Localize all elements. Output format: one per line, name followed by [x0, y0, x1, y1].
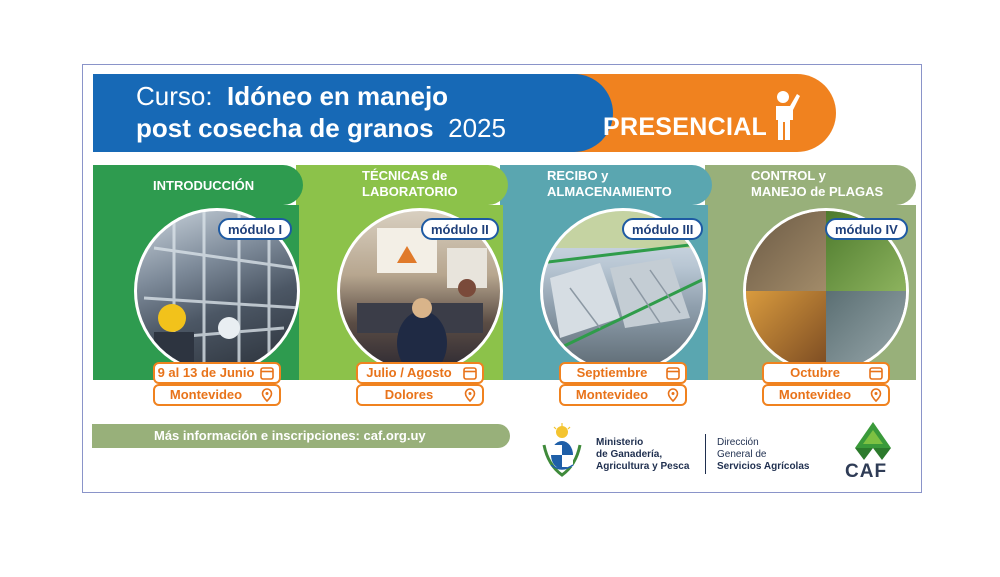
course-title-part1: Idóneo en manejo — [227, 81, 449, 111]
ministry-name — [596, 437, 689, 473]
location-text: Montevideo — [169, 387, 243, 402]
direction-line1: Dirección — [717, 437, 759, 448]
tab-label-line2: MANEJO de PLAGAS — [751, 184, 884, 199]
module-badge-2: módulo II — [421, 218, 499, 240]
location-pill-3 — [559, 384, 687, 406]
more-info-bar: Más información e inscripciones: caf.org.uy — [92, 424, 510, 448]
location-pill-1 — [153, 384, 281, 406]
location-pill-2 — [356, 384, 484, 406]
date-text: Octubre — [790, 365, 840, 380]
tab-label-line1: INTRODUCCIÓN — [153, 178, 255, 193]
date-pill-2 — [356, 362, 484, 384]
location-pin-icon — [869, 388, 883, 402]
tab-label-line1: TÉCNICAS de — [362, 168, 448, 183]
course-title-part2: post cosecha de granos — [136, 113, 434, 143]
module-badge-4: módulo IV — [825, 218, 908, 240]
location-text: Montevideo — [778, 387, 852, 402]
module-badge-1: módulo I — [218, 218, 292, 240]
date-pill-3 — [559, 362, 687, 384]
mgap-seal-icon — [540, 423, 584, 479]
location-pin-icon — [666, 388, 680, 402]
logo-divider — [705, 434, 706, 474]
calendar-icon — [260, 366, 274, 380]
date-text: Septiembre — [576, 365, 648, 380]
location-text: Montevideo — [575, 387, 649, 402]
calendar-icon — [869, 366, 883, 380]
direction-line2: General de — [717, 449, 767, 460]
modality-label: PRESENCIAL — [603, 113, 768, 141]
calendar-icon — [463, 366, 477, 380]
ministry-line1: Ministerio — [596, 437, 644, 448]
date-text: 9 al 13 de Junio — [157, 365, 255, 380]
caf-logo-text: CAF — [845, 461, 888, 482]
direction-name — [717, 437, 809, 473]
tab-label-line1: CONTROL y — [751, 168, 826, 183]
module-tab-tecnicas — [296, 165, 508, 205]
person-icon — [770, 89, 800, 141]
ministry-line3: Agricultura y Pesca — [596, 461, 690, 472]
module-tab-control — [705, 165, 916, 205]
course-title-line2 — [136, 113, 506, 144]
date-pill-4 — [762, 362, 890, 384]
location-pin-icon — [260, 388, 274, 402]
ministry-line2: de Ganadería, — [596, 449, 663, 460]
course-year: 2025 — [448, 113, 506, 143]
date-pill-1 — [153, 362, 281, 384]
date-text: Julio / Agosto — [366, 365, 452, 380]
location-pin-icon — [463, 388, 477, 402]
photo-pigeons — [826, 291, 906, 371]
photo-rodent — [746, 211, 826, 291]
photo-weevil — [746, 291, 826, 371]
module-badge-3: módulo III — [622, 218, 703, 240]
course-prefix: Curso: — [136, 81, 213, 111]
module-tab-recibo — [500, 165, 712, 205]
calendar-icon — [666, 366, 680, 380]
module-tab-introduccion — [93, 165, 303, 205]
direction-line3: Servicios Agrícolas — [717, 461, 810, 472]
location-pill-4 — [762, 384, 890, 406]
tab-label-line2: LABORATORIO — [362, 184, 458, 199]
tab-label-line1: RECIBO y — [547, 168, 609, 183]
location-text: Dolores — [384, 387, 434, 402]
course-title-line1 — [136, 81, 448, 112]
tab-label-line2: ALMACENAMIENTO — [547, 184, 672, 199]
